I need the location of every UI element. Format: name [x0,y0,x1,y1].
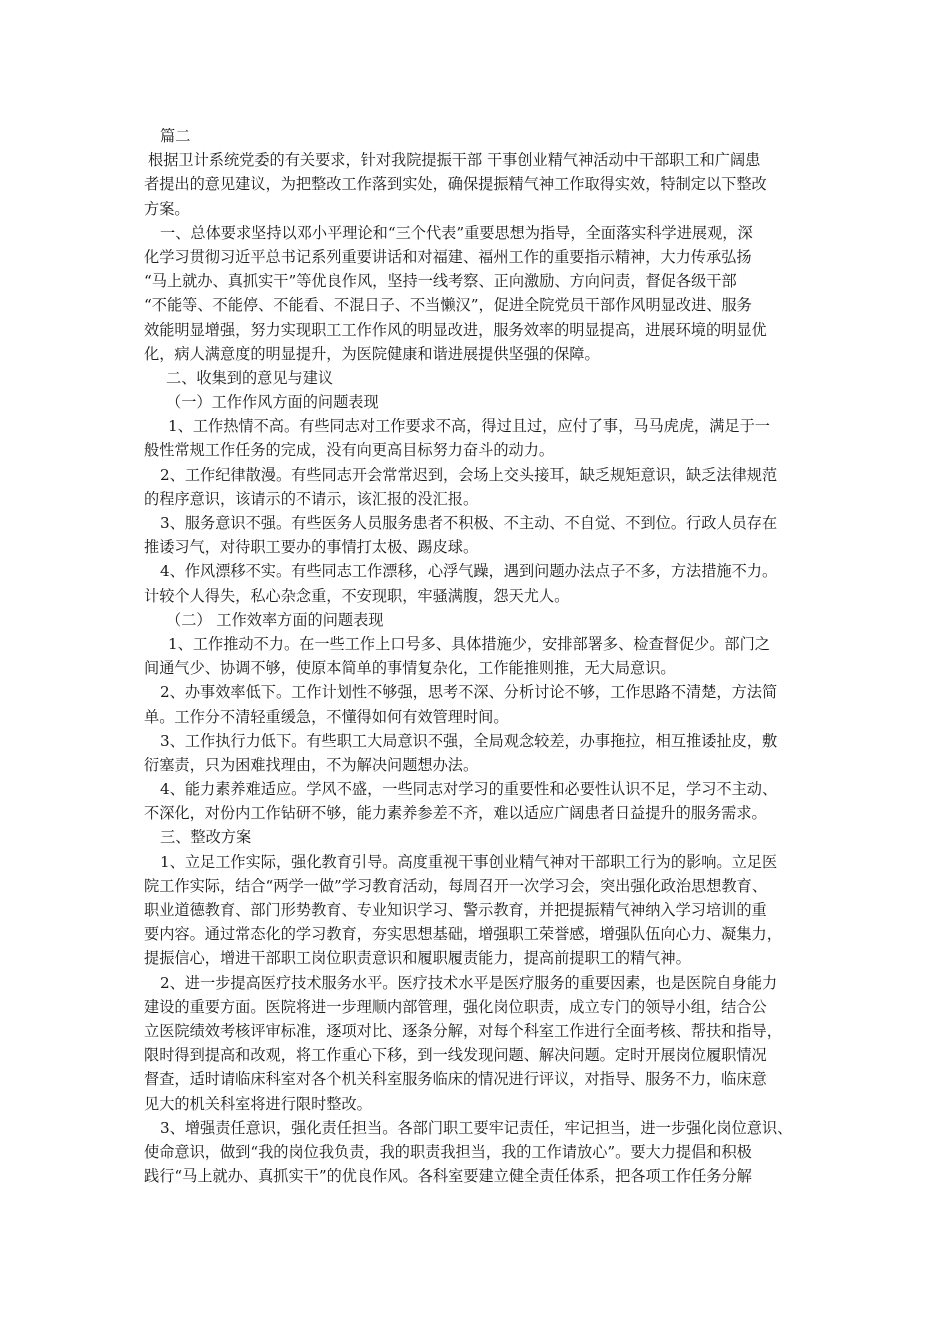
paragraph-line: 间通气少、协调不够，使原本简单的事情复杂化，工作能推则推，无大局意识。 [144,659,676,678]
paragraph-line: 的程序意识，该请示的不请示，该汇报的没汇报。 [144,489,479,508]
heading-line: （二） 工作效率方面的问题表现 [166,610,384,629]
paragraph-line: 3、服务意识不强。有些医务人员服务患者不积极、不主动、不自觉、不到位。行政人员存在 [160,514,778,532]
paragraph-line: 4、作风漂移不实。有些同志工作漂移，心浮气躁，遇到问题办法点子不多，方法措施不力。 [160,562,778,581]
paragraph-line: “马上就办、真抓实干”等优良作风，坚持一线考察、正向激励、方向问责，督促各级干部 [144,272,737,291]
paragraph-line: 督查，适时请临床科室对各个机关科室服务临床的情况进行评议，对指导、服务不力，临床意 [144,1070,767,1089]
paragraph-line: “不能等、不能停、不能看、不混日子、不当懒汉”，促进全院党员干部作风明显改进、服务 [144,296,752,315]
paragraph-line: 限时得到提高和改观，将工作重心下移，到一线发现问题、解决问题。定时开展岗位履职情况 [144,1046,767,1065]
paragraph-line: 立医院绩效考核评审标准，逐项对比、逐条分解，对每个科室工作进行全面考核、帮扶和指导， [144,1021,782,1040]
paragraph-line: 践行“马上就办、真抓实干”的优良作风。各科室要建立健全责任体系，把各项工作任务分解 [144,1167,752,1186]
document-body [144,124,822,1188]
paragraph-line: 衍塞责，只为困难找理由，不为解决问题想办法。 [144,755,479,774]
paragraph-line: 2、进一步提高医疗技术服务水平。医疗技术水平是医疗服务的重要因素，也是医院自身能力 [160,973,778,992]
paragraph-line: 化学习贯彻习近平总书记系列重要讲话和对福建、福州工作的重要指示精神，大力传承弘扬 [144,247,752,266]
paragraph-line: 提振信心，增进干部职工岗位职责意识和履职履责能力，提高前提职工的精气神。 [144,949,691,968]
paragraph-line: 根据卫计系统党委的有关要求，针对我院提振干部 干事创业精气神活动中干部职工和广阔患 [148,151,761,170]
paragraph-line: 建设的重要方面。医院将进一步理顺内部管理，强化岗位职责，成立专门的领导小组，结合公 [144,997,767,1016]
paragraph-line: 3、增强责任意识，强化责任担当。各部门职工要牢记责任，牢记担当，进一步强化岗位意识、 [160,1118,793,1137]
paragraph-line: 化，病人满意度的明显提升，为医院健康和谐进展提供坚强的保障。 [144,344,600,363]
paragraph-line: 3、工作执行力低下。有些职工大局意识不强，全局观念较差，办事拖拉，相互推诿扯皮，敷 [160,731,778,750]
heading-line: 三、整改方案 [160,828,252,847]
paragraph-line: 院工作实际，结合“两学一做”学习教育活动，每周召开一次学习会，突出强化政治思想教育、 [144,876,768,895]
paragraph-line: 要内容。通过常态化的学习教育，夯实思想基础，增强职工荣誉感，增强队伍向心力、凝集力， [144,925,782,944]
paragraph-line: 1、工作热情不高。有些同志对工作要求不高，得过且过，应付了事，马马虎虎，满足于一 [168,417,770,436]
section-title: 篇二 [160,127,191,145]
paragraph-line: 1、工作推动不力。在一些工作上口号多、具体措施少，安排部署多、检查督促少。部门之 [168,634,770,653]
paragraph-line: 2、办事效率低下。工作计划性不够强，思考不深、分析讨论不够，工作思路不清楚，方法简 [160,683,778,702]
paragraph-line: 4、能力素养难适应。学风不盛，一些同志对学习的重要性和必要性认识不足，学习不主动、 [160,780,778,799]
paragraph-line: 单。工作分不清轻重缓急，不懂得如何有效管理时间。 [144,707,509,726]
paragraph-line: 般性常规工作任务的完成，没有向更高目标努力奋斗的动力。 [144,441,555,460]
paragraph-line: 职业道德教育、部门形势教育、专业知识学习、警示教育，并把提振精气神纳入学习培训的重 [144,901,767,919]
paragraph-line: 不深化，对份内工作钻研不够，能力素养参差不齐，难以适应广阔患者日益提升的服务需求。 [144,804,767,823]
paragraph-line: 一、总体要求坚持以邓小平理论和“三个代表”重要思想为指导，全面落实科学进展观，深 [160,223,753,242]
paragraph-line: 推诿习气，对待职工要办的事情打太极、踢皮球。 [144,538,479,557]
heading-line: （一）工作作风方面的问题表现 [166,393,379,412]
paragraph-line: 使命意识，做到“我的岗位我负责，我的职责我担当，我的工作请放心”。要大力提倡和积极 [144,1142,752,1161]
paragraph-line: 方案。 [144,199,190,218]
heading-line: 二、收集到的意见与建议 [166,368,334,387]
paragraph-line: 2、工作纪律散漫。有些同志开会常常迟到，会场上交头接耳，缺乏规矩意识，缺乏法律规范 [160,465,778,484]
paragraph-line: 1、立足工作实际，强化教育引导。高度重视干事创业精气神对干部职工行为的影响。立足医 [160,852,778,871]
paragraph-line: 者提出的意见建议，为把整改工作落到实处，确保提振精气神工作取得实效，特制定以下整改 [144,175,767,194]
paragraph-line: 计较个人得失，私心杂念重，不安现职，牢骚满腹，怨天尤人。 [144,586,570,605]
paragraph-line: 见大的机关科室将进行限时整改。 [144,1094,372,1113]
paragraph-line: 效能明显增强，努力实现职工工作作风的明显改进，服务效率的明显提高，进展环境的明显优 [144,320,767,339]
